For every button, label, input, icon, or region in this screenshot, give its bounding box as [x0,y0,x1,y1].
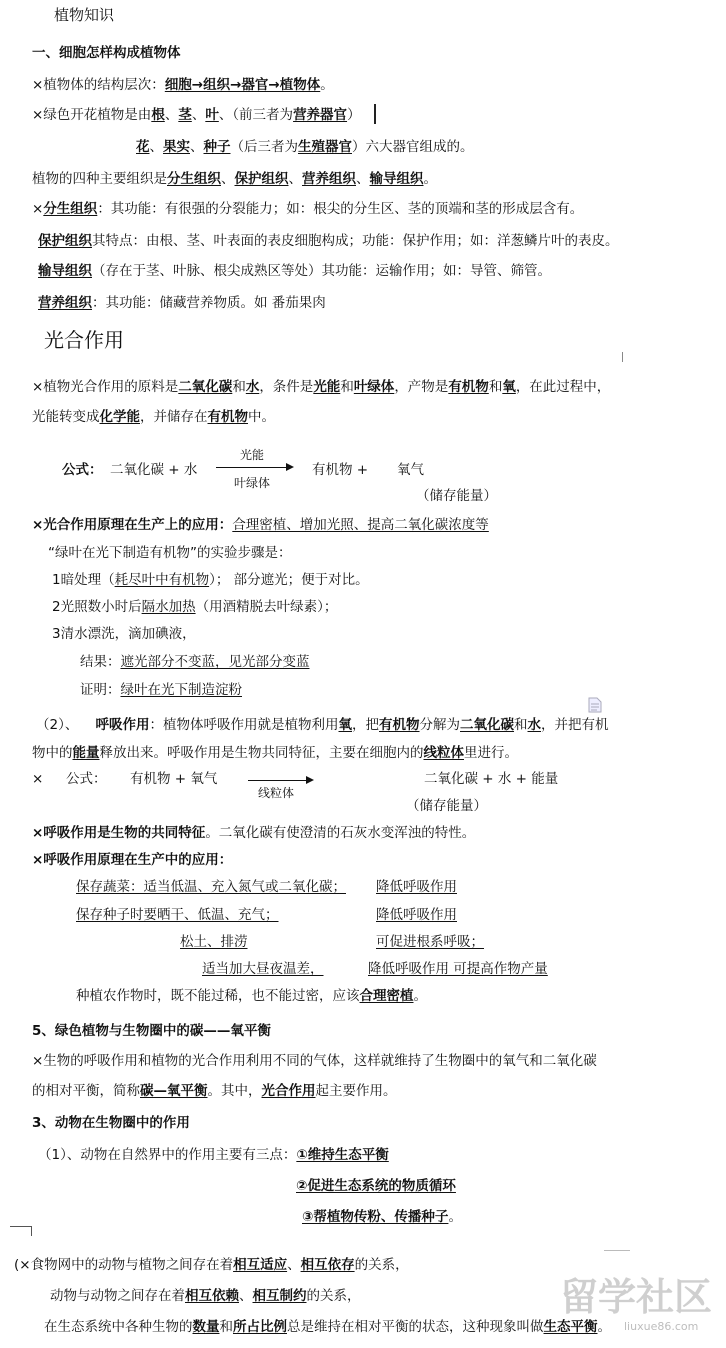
text-line: 适当加大昼夜温差， [202,961,324,977]
text-line: 花、果实、种子（后三者为生殖器官）六大器官组成的。 [136,139,474,155]
text-line: 降低呼吸作用 [376,907,457,923]
formula-label: 公式： [62,462,103,478]
text-line: ×植物光合作用的原料是二氧化碳和水，条件是光能和叶绿体，产物是有机物和氧，在此过程中， [32,379,611,395]
text-line: 1暗处理（耗尽叶中有机物）； 部分遮光；便于对比。 [52,572,369,588]
reaction-arrow [216,467,292,468]
section-heading-cells: 一、细胞怎样构成植物体 [32,45,181,61]
text-line: 动物与动物之间存在着相互依赖、相互制约的关系， [50,1288,361,1304]
text-line: 植物的四种主要组织是分生组织、保护组织、营养组织、输导组织。 [32,171,437,187]
corner-mark [10,1226,32,1227]
section-heading-carbon-oxygen: 5、绿色植物与生物圈中的碳——氧平衡 [32,1023,271,1039]
text-line: ③帮植物传粉、传播种子。 [302,1209,462,1225]
text-line: “绿叶在光下制造有机物”的实验步骤是： [48,545,292,561]
text-line: 3清水漂洗，滴加碘液， [52,626,196,642]
text-line: 输导组织（存在于茎、叶脉、根尖成熟区等处）其功能：运输作用；如：导管、筛管。 [38,263,551,279]
formula-reactants: 二氧化碳 + 水 [110,462,198,478]
text-line: ×绿色开花植物是由根、茎、叶、（前三者为营养器官） [32,107,361,123]
watermark-url: liuxue86.com [624,1320,699,1333]
text-line: 光能转变成化学能，并储存在有机物中。 [32,409,275,425]
text-line: 2光照数小时后隔水加热（用酒精脱去叶绿素）； [52,599,338,615]
text-line: ×呼吸作用原理在生产中的应用： [32,852,233,868]
text-line: ×生物的呼吸作用和植物的光合作用利用不同的气体，这样就维持了生物圈中的氧气和二氧化碳 [32,1053,597,1069]
formula-products: 二氧化碳 + 水 + 能量 [424,771,559,787]
formula-label: 公式： [66,771,107,787]
section-heading-animals: 3、动物在生物圈中的作用 [32,1115,190,1131]
text-line: 种植农作物时，既不能过稀，也不能过密，应该合理密植。 [76,988,427,1004]
text-line: ×光合作用原理在生产上的应用：合理密植、增加光照、提高二氧化碳浓度等 [32,517,489,533]
text-line: 保存种子时要晒干、低温、充气； [76,907,279,923]
formula-product-1: 有机物 + [312,462,369,478]
text-line: 在生态系统中各种生物的数量和所占比例总是维持在相对平衡的状态，这种现象叫做生态平衡。 [44,1319,611,1335]
text-line: ×植物体的结构层次：细胞→组织→器官→植物体。 [32,77,334,93]
text-line: 保存蔬菜：适当低温、充入氮气或二氧化碳； [76,879,346,895]
text-line: ×分生组织：其功能：有很强的分裂能力；如：根尖的分生区、茎的顶端和茎的形成层含有。 [32,201,584,217]
formula-note: （储存能量） [416,488,497,504]
text-line: 降低呼吸作用 可提高作物产量 [368,961,548,977]
text-line: 可促进根系呼吸； [376,934,484,950]
corner-mark [622,352,623,362]
formula-note: （储存能量） [406,798,487,814]
text-line: （1）、动物在自然界中的作用主要有三点：①维持生态平衡 [38,1147,389,1163]
text-line: （2）、 呼吸作用：植物体呼吸作用就是植物利用氧，把有机物分解为二氧化碳和水，并把有机 [36,717,609,733]
formula-reactants: 有机物 + 氧气 [130,771,218,787]
formula-mark: × [32,771,44,787]
text-line: 保护组织其特点：由根、茎、叶表面的表皮细胞构成；功能：保护作用；如：洋葱鳞片叶的表皮。 [38,233,619,249]
reaction-arrow [248,780,312,781]
text-cursor [374,104,376,124]
formula-condition-above: 光能 [240,448,265,462]
text-line: ×呼吸作用是生物的共同特征。二氧化碳有使澄清的石灰水变浑浊的特性。 [32,825,476,841]
text-line: 降低呼吸作用 [376,879,457,895]
text-line: ②促进生态系统的物质循环 [296,1178,456,1194]
corner-mark [31,1226,32,1236]
formula-condition-below: 线粒体 [258,786,295,800]
text-line: 结果：遮光部分不变蓝，见光部分变蓝 [80,654,310,670]
formula-condition-below: 叶绿体 [234,476,271,490]
formula-product-2: 氧气 [397,462,424,478]
text-line: (×食物网中的动物与植物之间存在着相互适应、相互依存的关系， [14,1257,409,1273]
text-line: 证明：绿叶在光下制造淀粉 [80,682,242,698]
text-line: 松土、排涝 [180,934,248,950]
text-line: 物中的能量释放出来。呼吸作用是生物共同特征，主要在细胞内的线粒体里进行。 [32,745,518,761]
corner-mark [604,1250,630,1251]
text-line: 的相对平衡，简称碳—氧平衡。其中，光合作用起主要作用。 [32,1083,397,1099]
text-line: 营养组织：其功能：储藏营养物质。如 番茄果肉 [38,295,326,311]
page-title: 植物知识 [54,6,115,24]
section-heading-photosynthesis: 光合作用 [44,328,124,352]
watermark-logo: 留学社区 [560,1275,713,1319]
document-icon [588,697,602,713]
